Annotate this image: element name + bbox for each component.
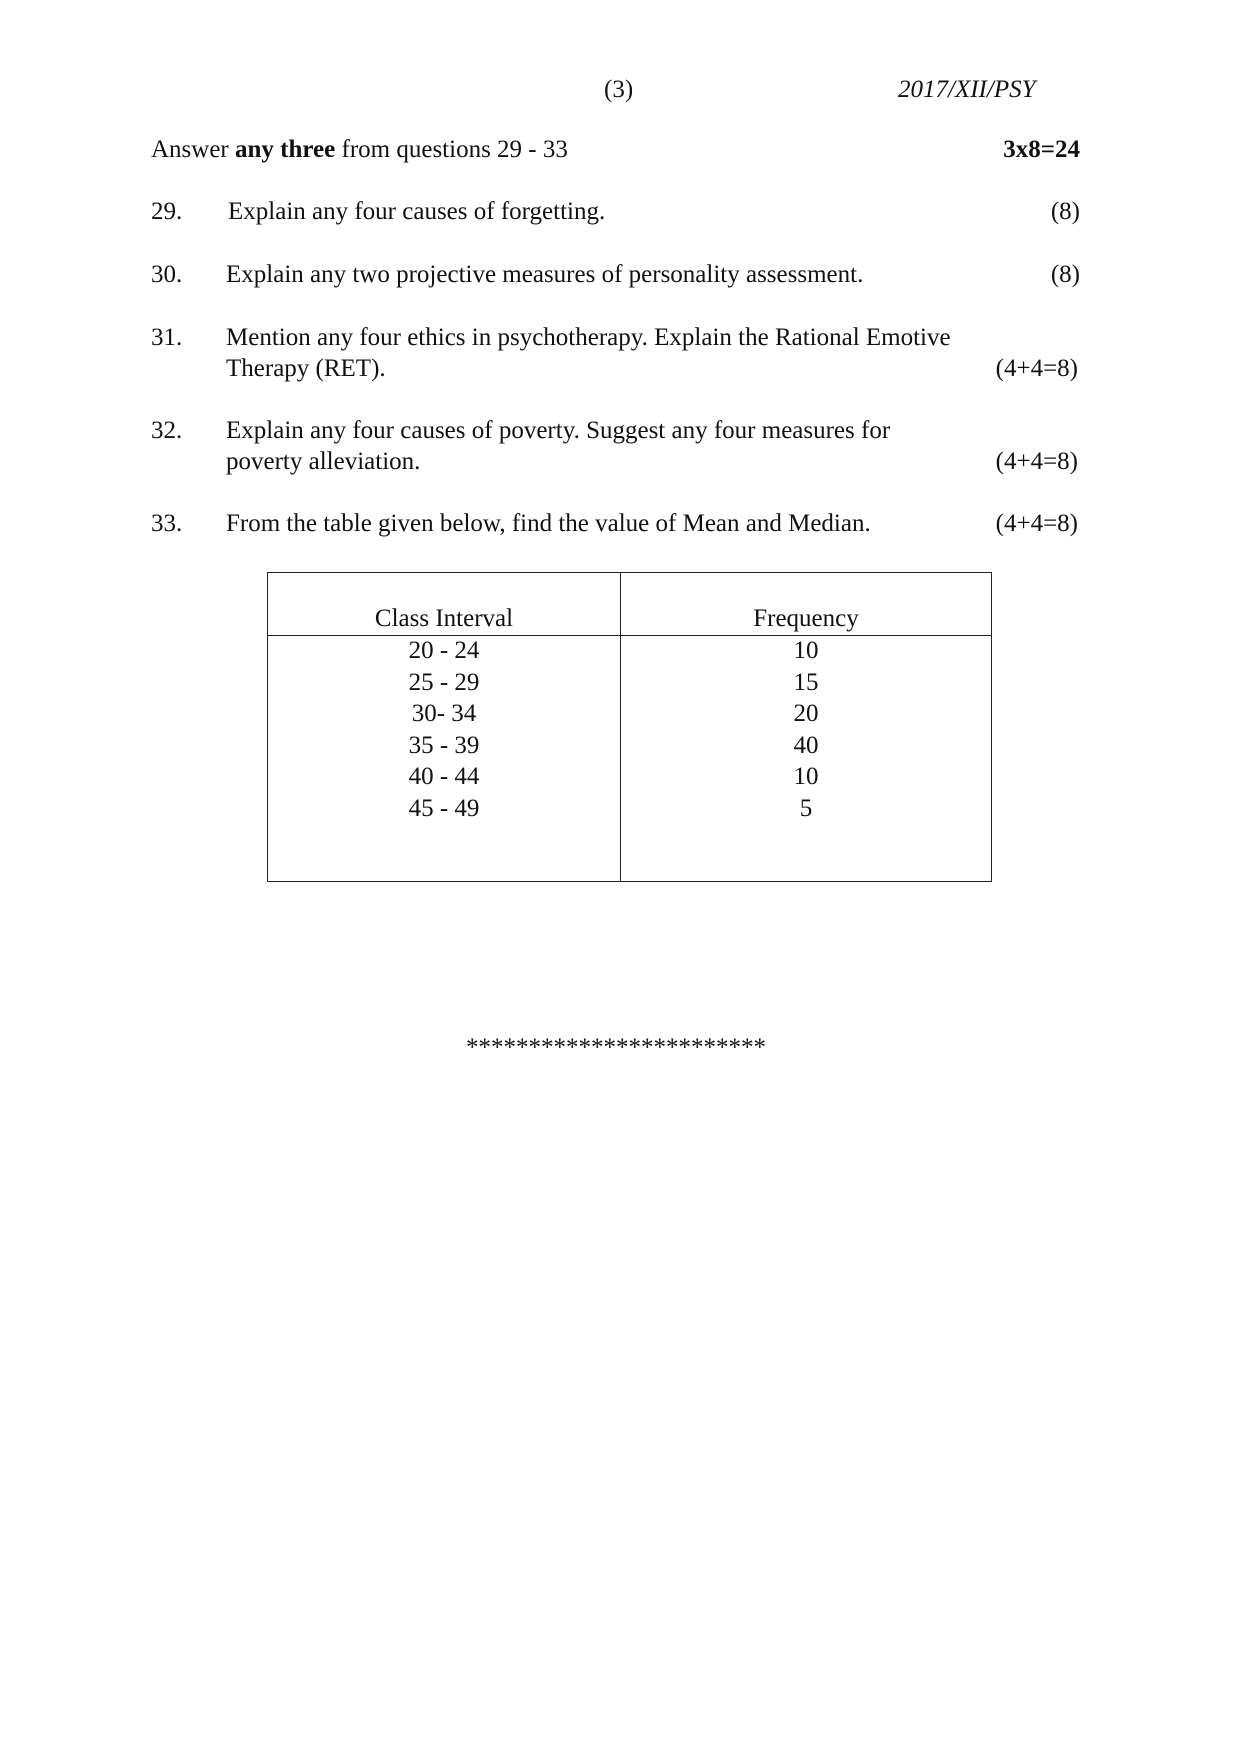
question-32-text-line-2: poverty alleviation.: [226, 448, 421, 475]
table-cell-class-interval: 25 - 29: [408, 668, 480, 696]
table-cell-class-interval: 30- 34: [411, 700, 477, 727]
section-instruction: [151, 135, 568, 165]
question-31-text-line-1: Mention any four ethics in psychotherapy. Explain the Rational Emotive: [226, 324, 951, 351]
question-32-marks: (4+4=8): [995, 448, 1078, 475]
question-33-number: 33.: [151, 510, 183, 537]
table-cell-frequency: 10: [793, 637, 819, 664]
frequency-column: [621, 635, 991, 824]
section-total-marks: 3x8=24: [1003, 136, 1080, 163]
table-header-class-interval: Class Interval: [374, 605, 514, 632]
end-of-paper-marker: ************************: [466, 1034, 766, 1061]
question-31-number: 31.: [151, 324, 183, 351]
table-cell-frequency: 40: [793, 731, 819, 759]
question-30-text: Explain any two projective measures of personality assessment.: [226, 261, 864, 288]
instruction-emphasis: any three: [235, 136, 336, 163]
table-cell-frequency: 10: [793, 763, 819, 790]
class-interval-column: [268, 635, 620, 824]
frequency-table: [267, 572, 992, 882]
question-29-marks: (8): [1050, 198, 1080, 225]
question-30-marks: (8): [1050, 261, 1080, 288]
instruction-prefix: Answer: [151, 136, 236, 163]
question-33-text: From the table given below, find the value of Mean and Median.: [226, 510, 871, 537]
table-cell-class-interval: 40 - 44: [408, 763, 480, 790]
table-header-frequency: Frequency: [753, 605, 859, 632]
instruction-suffix: from questions 29 - 33: [335, 136, 568, 163]
table-cell-frequency: 15: [793, 668, 819, 696]
question-32-number: 32.: [151, 417, 183, 444]
page-number: (3): [604, 76, 634, 103]
table-cell-class-interval: 35 - 39: [408, 731, 480, 759]
question-32-text-line-1: Explain any four causes of poverty. Suggest any four measures for: [226, 417, 891, 444]
table-cell-frequency: 20: [793, 700, 819, 727]
table-cell-class-interval: 20 - 24: [408, 637, 480, 664]
question-31-text-line-2: Therapy (RET).: [226, 355, 386, 382]
question-30-number: 30.: [151, 261, 183, 288]
table-cell-class-interval: 45 - 49: [408, 794, 480, 822]
question-31-marks: (4+4=8): [995, 355, 1078, 382]
question-29-text: Explain any four causes of forgetting.: [228, 198, 606, 225]
question-33-marks: (4+4=8): [995, 510, 1078, 537]
table-cell-frequency: 5: [799, 794, 813, 822]
question-29-number: 29.: [151, 198, 183, 225]
paper-code: 2017/XII/PSY: [898, 76, 1036, 103]
